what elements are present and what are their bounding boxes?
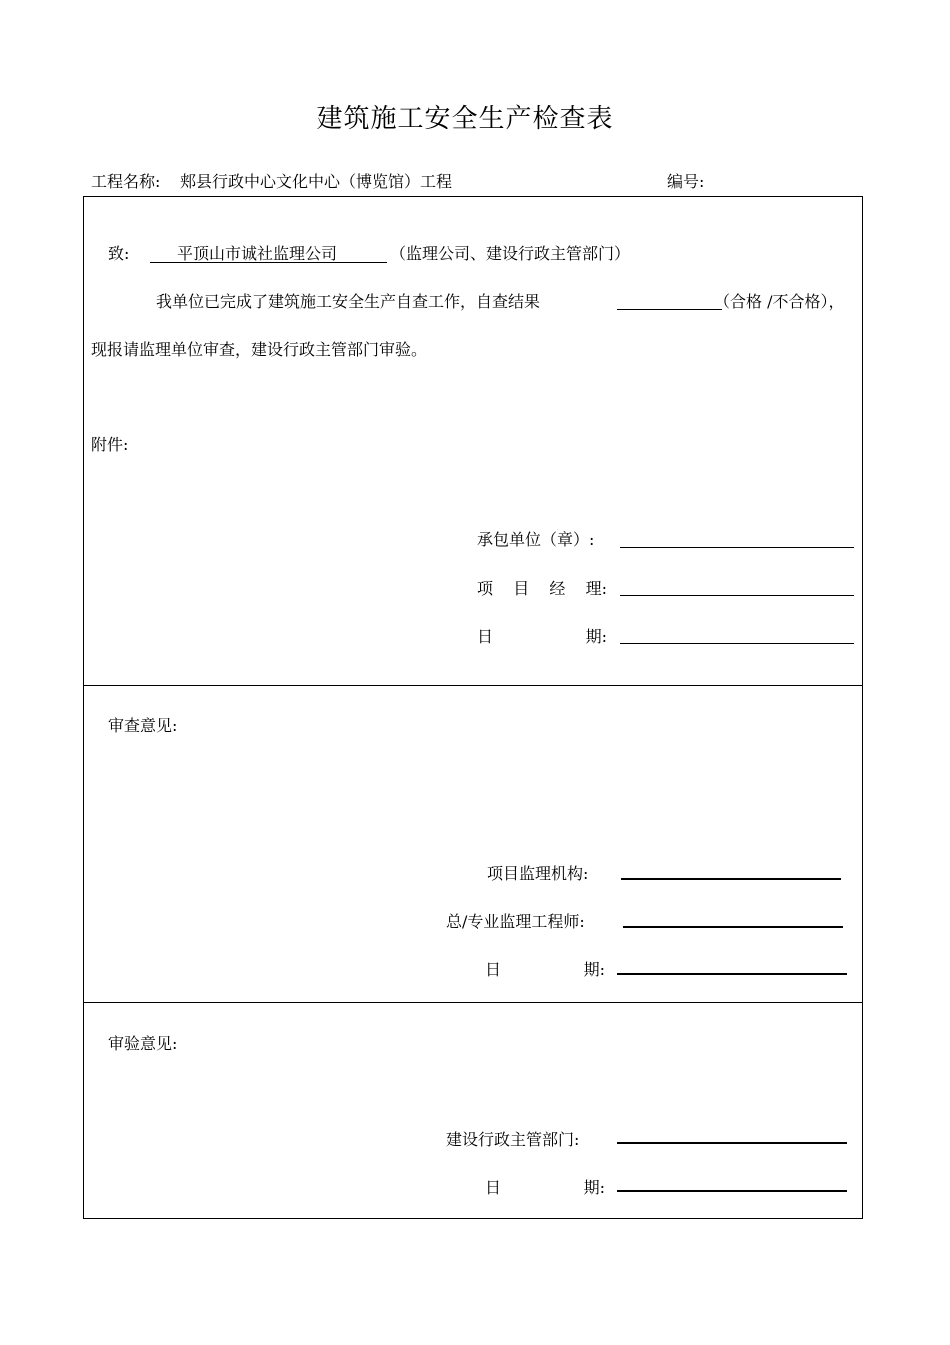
authority-line[interactable] [617, 1142, 847, 1144]
supervision-org-label: 项目监理机构: [487, 864, 589, 883]
body-line-2: 现报请监理单位审查，建设行政主管部门审验。 [91, 340, 428, 359]
project-name-value: 郏县行政中心文化中心（博览馆）工程 [180, 172, 453, 191]
page-title: 建筑施工安全生产检查表 [316, 104, 614, 134]
manager-label: 项 目 经 理: [477, 579, 607, 598]
contractor-label: 承包单位（章）: [477, 530, 595, 549]
review-opinion-label: 审查意见: [108, 716, 178, 735]
result-underline[interactable] [617, 309, 722, 310]
chief-engineer-label: 总/专业监理工程师: [446, 912, 585, 931]
to-recipient: 平顶山市诚社监理公司 [177, 244, 338, 263]
date-line-2[interactable] [617, 973, 847, 975]
date-label-3: 日 期: [485, 1178, 605, 1197]
body-line-1: 我单位已完成了建筑施工安全生产自查工作，自查结果 [156, 292, 541, 311]
number-label: 编号: [667, 172, 705, 191]
attachment-label: 附件: [91, 435, 129, 454]
date-line-3[interactable] [617, 1190, 847, 1192]
to-note: （监理公司、建设行政主管部门） [390, 244, 631, 263]
section-divider-2 [83, 1002, 863, 1003]
date-label-1: 日 期: [477, 627, 607, 646]
approval-opinion-label: 审验意见: [108, 1034, 178, 1053]
project-name-label: 工程名称: [91, 172, 161, 191]
section-divider-1 [83, 685, 863, 686]
chief-engineer-line[interactable] [623, 926, 843, 928]
supervision-org-line[interactable] [621, 878, 841, 880]
to-label: 致: [108, 244, 130, 263]
result-options: （合格 /不合格）， [714, 292, 845, 311]
date-line-1[interactable] [620, 643, 854, 644]
authority-label: 建设行政主管部门: [446, 1130, 580, 1149]
date-label-2: 日 期: [485, 960, 605, 979]
contractor-signature-line[interactable] [620, 547, 854, 548]
to-underline [150, 262, 387, 263]
manager-signature-line[interactable] [620, 595, 854, 596]
